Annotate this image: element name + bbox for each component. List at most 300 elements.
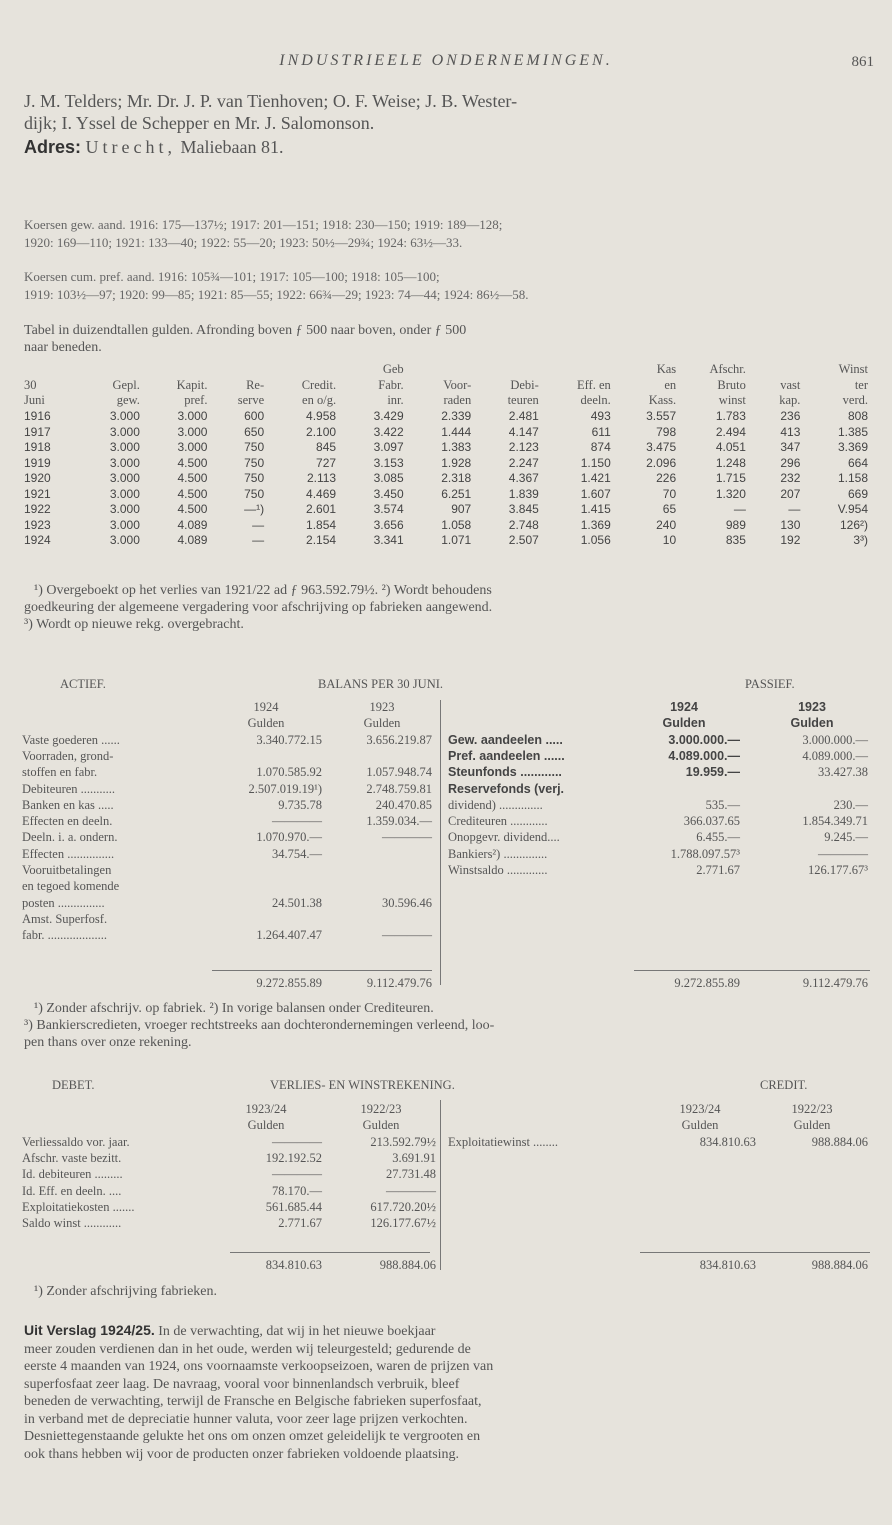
balans-footnote-2a: ³) Bankierscredieten, vroeger rechtstreeks aan dochterondernemingen verleend, loo- [24,1018,495,1033]
table-cell: 1923 [24,517,51,532]
table-cell: 1.854 [306,517,337,532]
table-row [22,533,870,549]
address-line [24,136,872,158]
ledger-row-value: 34.754.— [272,846,322,861]
ledger-row-label: Vaste goederen ...... [22,732,120,747]
table-cell: 1.839 [508,486,539,501]
total-value: 988.884.06 [379,1258,436,1272]
table-row [22,471,870,487]
table-cell: 3.845 [508,502,539,517]
table-cell: — [252,533,265,548]
report-line-4: superfosfaat zeer laag. De navraag, vooral voor binnenlandsch verbruik, bleef [24,1376,460,1392]
table-cell: 4.051 [715,440,746,455]
running-header: INDUSTRIEELE ONDERNEMINGEN. [279,52,613,69]
column-header: 1924 [670,700,698,714]
ledger-row-value: 366.037.65 [683,814,740,829]
table-header-row [22,362,870,378]
ledger-row-value: ———— [272,814,322,829]
table-cell: V.954 [837,502,868,517]
table-cell: 3³) [853,533,868,548]
ledger-row-value: 126.177.67³ [808,863,868,877]
ledger-row-value: 3.000.000.— [802,732,868,747]
table-cell: 750 [244,455,265,470]
ledger-row-value: 1.359.034.— [366,814,432,829]
table-header-cell: winst [718,393,746,408]
column-header: 1922/23 [360,1102,402,1116]
table-cell: 2.123 [508,440,539,455]
address-label: Adres: [24,137,82,157]
table-cell: 750 [244,471,265,486]
report-excerpt [24,1322,872,1463]
table-header-cell: Fabr. [378,377,404,392]
table-cell: 3.369 [837,440,868,455]
table-cell: 493 [590,409,611,424]
table-header-cell: vast [780,377,801,392]
table-cell: 3.422 [373,424,404,439]
table-cell: 3.000 [109,517,140,532]
column-header: 1923/24 [245,1102,287,1116]
table-row [22,517,870,533]
table-cell: 4.500 [177,471,208,486]
table-header-cell: Juni [24,393,45,408]
ledger-row-label: Verliessaldo vor. jaar. [22,1134,130,1149]
table-header-cell: verd. [842,393,868,408]
table-header-row [22,393,870,409]
ledger-row-label: stoffen en fabr. [22,765,98,780]
pl-credit-title: CREDIT. [760,1078,808,1092]
table-cell: 669 [847,486,868,501]
table-cell: 4.500 [177,502,208,517]
ledger-row-value: 1.070.585.92 [256,765,322,780]
table-cell: 1921 [24,486,51,501]
table-cell: 2.247 [508,455,539,470]
table-cell: 4.958 [306,409,337,424]
table-cell: 1.369 [580,517,611,532]
column-header: 1922/23 [791,1102,833,1116]
ledger-row-value: ———— [272,1167,322,1182]
table-cell: 1.385 [837,424,868,439]
table-cell: 236 [780,409,801,424]
table-header-cell: Bruto [717,377,746,392]
table-cell: 2.096 [646,455,677,470]
ledger-row-value: 240.470.85 [375,797,432,812]
table-cell: — [788,502,801,517]
table-cell: 1.383 [441,440,472,455]
table-cell: 3.574 [373,502,404,517]
pl-debet-title: DEBET. [52,1078,95,1092]
table-header-cell: Debi- [510,377,539,392]
table-cell: 4.500 [177,486,208,501]
ledger-row-value: 535.— [705,797,740,812]
table-cell: 845 [316,440,337,455]
balance-title: BALANS PER 30 JUNI. [318,677,444,691]
table-cell: 3.000 [109,471,140,486]
financial-table [22,362,870,548]
table-header-cell: 30 [24,377,37,392]
table-cell: — [252,517,265,532]
ledger-row-value: 1.788.097.57³ [670,846,740,861]
ledger-row-value: 3.000.000.— [668,732,740,747]
table-cell: 1.607 [580,486,611,501]
table-header-cell: Voor- [443,377,472,392]
table-header-cell [473,362,541,378]
ledger-row-value: 192.192.52 [265,1150,322,1165]
table-row [22,409,870,425]
table-header-cell: Kapit. [176,377,208,392]
table-cell: 664 [847,455,868,470]
table-cell: 808 [847,409,868,424]
ledger-row-value: 230.— [833,797,868,812]
table-cell: 3.450 [373,486,404,501]
table-cell: 3.000 [109,486,140,501]
ledger-row-label: Exploitatiewinst ........ [448,1134,559,1149]
balans-footnote-2b: pen thans over onze rekening. [24,1035,192,1050]
ledger-row-label: Debiteuren ........... [22,781,116,796]
table-cell: 2.494 [715,424,746,439]
ledger-row-value: ———— [382,830,432,845]
table-cell: 126²) [839,517,868,532]
table-header-cell: inr. [387,393,404,408]
ledger-row-value: ———— [272,1134,322,1149]
ledger-row-label: Voorraden, grond- [22,748,114,763]
table-cell: 3.656 [373,517,404,532]
page-number: 861 [851,54,874,70]
column-header: Gulden [793,1118,831,1133]
table-cell: 4.147 [508,424,539,439]
table-cell: —¹) [244,502,265,517]
report-line-8: ook thans hebben wij voor de producten onzer fabrieken voldoende plaatsing. [24,1446,460,1462]
table-header-cell: Credit. [301,377,337,392]
table-header-cell: Re- [246,377,265,392]
table-header-cell [541,362,613,378]
koersen-gewoon-1: Koersen gew. aand. 1916: 175—137½; 1917: 201—151; 1918: 230—150; 1919: 189—128; [24,217,503,232]
ledger-row-label: Reservefonds (verj. [448,781,565,796]
table-cell: 600 [244,409,265,424]
table-header-cell: Eff. en [576,377,611,392]
ledger-row-value: 27.731.48 [386,1167,436,1182]
table-cell: 3.085 [373,471,404,486]
footnote-3: ³) Wordt op nieuwe rekg. overgebracht. [24,617,244,632]
ledger-row-label: fabr. ................... [22,928,108,943]
ledger-row-value: ———— [382,928,432,943]
ledger-row-value: 2.771.67 [278,1216,322,1231]
column-header: 1923 [369,700,395,714]
column-header: Gulden [790,716,834,731]
column-header: Gulden [363,716,401,731]
report-line-6: in verband met de depreciatie hunner valuta, voor zeer lage prijzen verkochten. [24,1411,468,1427]
table-cell: 2.113 [306,471,337,486]
column-header: Gulden [247,716,285,731]
table-cell: 1.056 [580,533,611,548]
table-cell: 10 [662,533,677,548]
column-header: 1924 [253,700,279,714]
column-header: Gulden [247,1118,285,1133]
ledger-row-label: Winstsaldo ............. [448,863,548,877]
column-header: 1923/24 [679,1102,721,1116]
ledger-row-value: 6.455.— [696,830,740,845]
table-cell: 1916 [24,409,51,424]
table-cell: 2.507 [508,533,539,548]
ledger-row-label: posten ............... [22,895,105,910]
table-header-cell: Kass. [648,393,677,408]
pl-title: VERLIES- EN WINSTREKENING. [270,1078,455,1092]
table-cell: 4.367 [508,471,539,486]
table-cell: 70 [662,486,677,501]
ledger-row-value: 19.959.— [685,765,740,780]
pl-footnote: ¹) Zonder afschrijving fabrieken. [34,1284,218,1299]
table-cell: 1919 [24,455,51,470]
table-cell: 413 [780,424,801,439]
ledger-row-value: 1.264.407.47 [256,928,322,943]
ledger-row-label: en tegoed komende [22,879,120,894]
table-header-cell [406,362,474,378]
table-cell: 3.429 [373,409,404,424]
table-cell: 650 [244,424,265,439]
ledger-row-value: 617.720.20½ [370,1199,436,1214]
table-cell: 2.748 [508,517,539,532]
report-heading: Uit Verslag 1924/25. [24,1322,155,1338]
ledger-row-label: Exploitatiekosten ....... [22,1199,135,1214]
ledger-row-label: Deeln. i. a. ondern. [22,830,118,845]
ledger-row-label: Vooruitbetalingen [22,863,112,877]
total-value: 9.112.479.76 [802,976,868,990]
table-header-cell: raden [443,393,472,408]
ledger-row-value: 2.771.67 [696,863,740,877]
table-cell: 347 [780,440,801,455]
table-header-cell: teuren [507,393,539,408]
table-cell: 3.475 [646,440,677,455]
table-cell: 3.000 [109,502,140,517]
table-header-cell: en [664,377,677,392]
table-cell: 798 [656,424,677,439]
table-cell: 2.100 [306,424,337,439]
table-cell: 2.154 [306,533,337,548]
ledger-row-value: 4.089.000.— [668,748,740,763]
ledger-row-label: Amst. Superfosf. [22,911,108,926]
ledger-row-label: Pref. aandeelen ...... [448,748,565,763]
table-cell: 907 [451,502,472,517]
total-value: 9.112.479.76 [366,976,432,990]
report-line-3: eerste 4 maanden van 1924, ons voornaamste verkoopseizoen, waren de prijzen van [24,1359,494,1374]
ledger-row-label: Effecten en deeln. [22,814,113,829]
table-cell: 226 [656,471,677,486]
table-cell: 1924 [24,533,51,548]
table-cell: 2.318 [441,471,472,486]
table-row [22,502,870,518]
ledger-row-value: 2.507.019.19¹) [248,781,322,796]
koersen-pref-2: 1919: 103½—97; 1920: 99—85; 1921: 85—55; 1922: 66¾—29; 1923: 74—44; 1924: 86½—58. [24,287,529,302]
ledger-row-label: Saldo winst ............ [22,1216,122,1231]
ledger-row-value: 3.656.219.87 [366,732,432,747]
table-cell: 1.150 [580,455,611,470]
table-header-row [22,378,870,394]
ledger-row-label: Id. Eff. en deeln. .... [22,1183,122,1198]
ledger-row-label: Onopgevr. dividend.... [448,830,560,845]
report-line-7: Desniettegenstaande gelukte het ons om onzen omzet geleidelijk te vergrooten en [24,1429,481,1444]
table-cell: 1.928 [441,455,472,470]
table-cell: 2.601 [306,502,337,517]
table-cell: 611 [591,424,611,439]
ledger-row-label: Banken en kas ..... [22,797,114,812]
table-header-cell: en o/g. [302,393,337,408]
table-cell: 1920 [24,471,51,486]
table-cell: 4.089 [177,517,208,532]
table-cell: 1918 [24,440,51,455]
table-note-1: Tabel in duizendtallen gulden. Afronding boven ƒ 500 naar boven, onder ƒ 500 [24,323,467,338]
table-cell: 232 [780,471,801,486]
footnote-1a: ¹) Overgeboekt op het verlies van 1921/22 ad ƒ 963.592.79½. ²) Wordt behoudens [34,583,492,598]
ledger-row-value: 78.170.— [272,1183,322,1198]
table-cell: 3.000 [177,424,208,439]
table-header-cell [209,362,266,378]
table-cell: 750 [244,440,265,455]
table-cell: 835 [725,533,746,548]
table-cell: 65 [662,502,677,517]
table-cell: 1.715 [715,471,746,486]
footnote-1b: goedkeuring der algemeene vergadering voor afschrijving op fabrieken aangewend. [24,600,493,615]
table-cell: 3.000 [109,409,140,424]
table-cell: 750 [244,486,265,501]
ledger-row-label: dividend) .............. [448,797,543,812]
table-cell: 1.071 [441,533,472,548]
table-cell: 874 [590,440,611,455]
table-header-cell: ter [854,377,868,392]
ledger-row-value: 9.735.78 [278,797,322,812]
table-cell: 1.058 [441,517,472,532]
balance-actief-title: ACTIEF. [60,677,106,691]
table-cell: 3.153 [373,455,404,470]
ledger-row-value: 1.854.349.71 [802,814,868,829]
ledger-row-value: 834.810.63 [699,1134,756,1149]
address-city: Utrecht, [85,137,176,157]
table-header-cell: Winst [838,362,868,377]
table-header-cell [70,362,142,378]
total-value: 9.272.855.89 [256,976,322,990]
table-header-cell: Gepl. [112,377,140,392]
table-header-cell [266,362,338,378]
total-value: 988.884.06 [811,1258,868,1272]
table-header-cell: Kas [656,362,677,377]
column-header: 1923 [798,700,826,714]
ledger-row-value: 33.427.38 [818,765,868,780]
table-cell: 240 [656,517,677,532]
directors-line-1: J. M. Telders; Mr. Dr. J. P. van Tienhoven; O. F. Weise; J. B. Wester- [24,91,518,111]
ledger-row-value: 30.596.46 [382,895,432,910]
column-header: Gulden [662,716,706,731]
ledger-row-label: Gew. aandeelen ..... [448,732,563,747]
table-cell: 2.481 [508,409,539,424]
ledger-row-label: Effecten ............... [22,846,115,861]
ledger-row-value: 2.748.759.81 [366,781,432,796]
table-cell: 989 [725,517,746,532]
ledger-row-label: Afschr. vaste bezitt. [22,1150,122,1165]
table-cell: 1.415 [580,502,611,517]
total-value: 834.810.63 [265,1258,322,1272]
table-cell: 130 [780,517,801,532]
table-header-cell [142,362,210,378]
koersen-pref-1: Koersen cum. pref. aand. 1916: 105¾—101; 1917: 105—100; 1918: 105—100; [24,269,440,284]
address-street: Maliebaan 81. [176,137,284,157]
table-cell: 1.783 [715,409,746,424]
ledger-row-value: ———— [386,1183,436,1198]
table-cell: 4.500 [177,455,208,470]
ledger-row-value: ———— [818,846,868,861]
table-cell: 3.000 [109,424,140,439]
table-cell: 3.000 [177,409,208,424]
ledger-row-value: 3.691.91 [392,1150,436,1165]
directors-line-2: dijk; I. Yssel de Schepper en Mr. J. Salomonson. [24,113,375,133]
ledger-row-value: 561.685.44 [265,1199,322,1214]
table-cell: 1917 [24,424,51,439]
table-cell: 192 [780,533,801,548]
table-cell: 3.000 [109,455,140,470]
table-cell: 1.320 [715,486,746,501]
table-cell: 3.000 [177,440,208,455]
table-cell: 1.444 [441,424,472,439]
table-cell: 4.469 [306,486,337,501]
table-header-cell: pref. [184,393,208,408]
table-note-2: naar beneden. [24,340,102,355]
column-header: Gulden [362,1118,400,1133]
ledger-row-label: Bankiers²) .............. [448,846,548,861]
ledger-row-label: Steunfonds ............ [448,765,562,780]
balance-passief-title: PASSIEF. [745,677,795,691]
ledger-row-value: 24.501.38 [272,895,322,910]
table-cell: 3.341 [373,533,404,548]
balans-footnote-1: ¹) Zonder afschrijv. op fabriek. ²) In vorige balansen onder Crediteuren. [34,1001,434,1016]
table-cell: 727 [316,455,337,470]
table-cell: 1.158 [837,471,868,486]
table-cell: 296 [780,455,801,470]
ledger-row-value: 1.070.970.— [256,830,322,845]
table-header-cell: deeln. [580,393,611,408]
table-header-cell: kap. [779,393,801,408]
table-cell: 2.339 [441,409,472,424]
table-cell: 3.097 [373,440,404,455]
ledger-row-value: 988.884.06 [811,1134,868,1149]
table-row [22,424,870,440]
table-header-cell: gew. [116,393,140,408]
table-cell: 207 [780,486,801,501]
table-row [22,486,870,502]
table-cell: 1.248 [715,455,746,470]
ledger-row-value: 1.057.948.74 [366,765,432,780]
table-cell: 3.000 [109,533,140,548]
table-cell: 4.089 [177,533,208,548]
table-header-cell [22,362,70,378]
table-cell: 3.557 [646,409,677,424]
report-line-2: meer zouden verdienen dan in het oude, werden wij teleurgesteld; gedurende de [24,1341,471,1357]
table-cell: 3.000 [109,440,140,455]
ledger-row-value: 3.340.772.15 [256,732,322,747]
total-value: 834.810.63 [699,1258,756,1272]
column-header: Gulden [681,1118,719,1133]
report-line-1: Uit Verslag 1924/25. In de verwachting, dat wij in het nieuwe boekjaar [24,1322,436,1339]
ledger-row-value: 126.177.67½ [370,1216,436,1231]
koersen-gewoon-2: 1920: 169—110; 1921: 133—40; 1922: 55—20; 1923: 50½—29¾; 1924: 63½—33. [24,235,463,250]
table-row [22,440,870,456]
table-header-cell: Geb [382,362,404,377]
ledger-row-value: 213.592.79½ [370,1134,436,1149]
table-cell: 6.251 [441,486,472,501]
table-header-cell [748,362,802,378]
table-header-cell: Afschr. [709,362,746,377]
table-cell: 1.421 [580,471,611,486]
total-value: 9.272.855.89 [674,976,740,990]
ledger-row-value: 4.089.000.— [802,748,868,763]
table-header-cell: serve [237,393,265,408]
table-cell: — [733,502,746,517]
